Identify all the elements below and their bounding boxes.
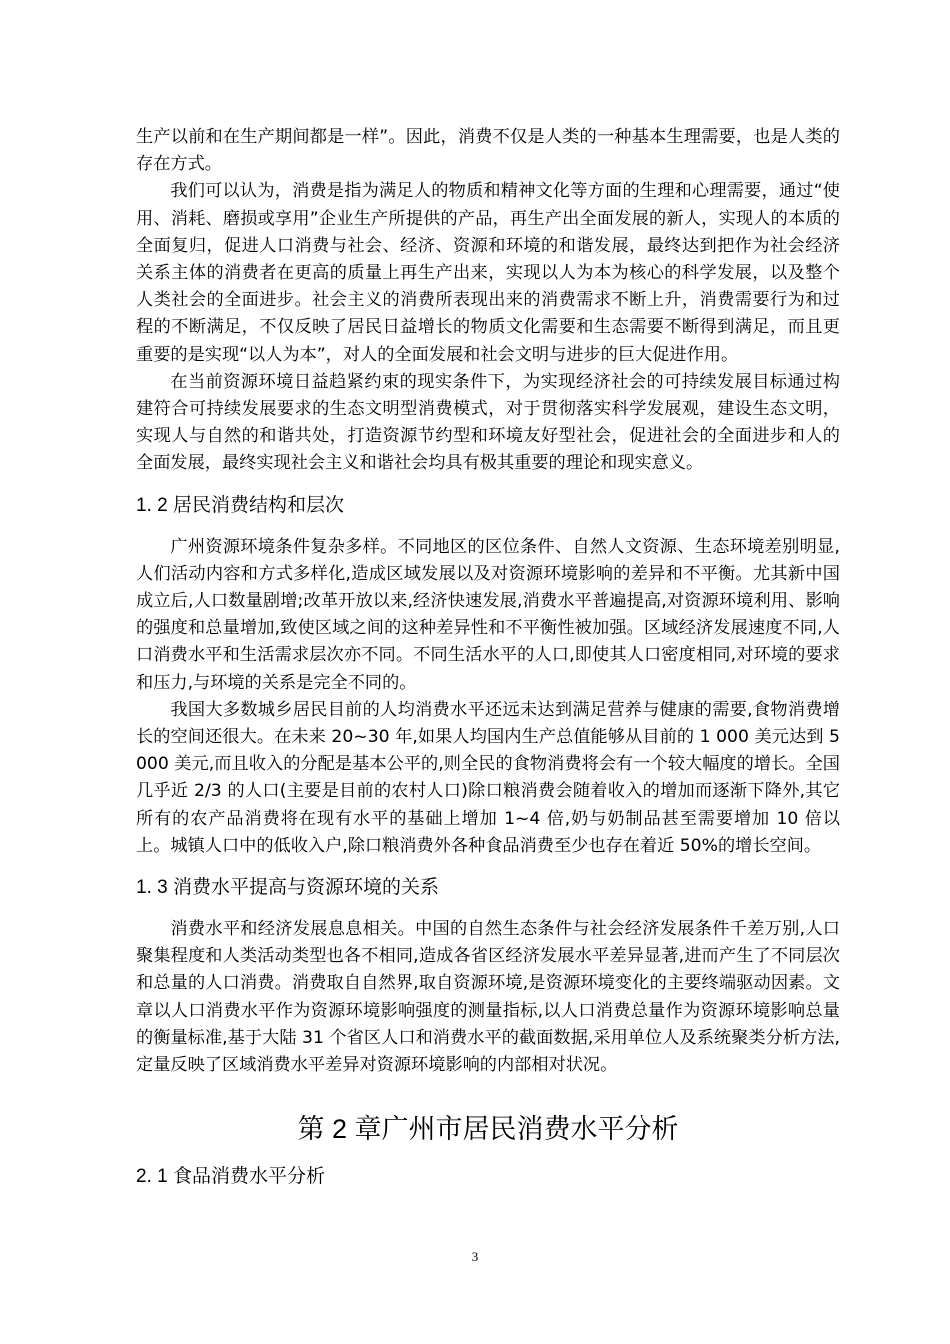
paragraph-continuation: 生产以前和在生产期间都是一样”。因此，消费不仅是人类的一种基本生理需要，也是人类的存在方式。 bbox=[136, 127, 840, 175]
paragraph-food-consumption-growth: 我国大多数城乡居民目前的人均消费水平还远未达到满足营养与健康的需要,食物消费增长的空间还很大。在未来 20~30 年,如果人均国内生产总值能够从目前的 1 000 美元达到 5 000 美元,而且收入的分配是基本公平的,则全民的食物消费将会有一个较大幅度的增长。全国几乎近 2/3 的人口(主要是目前的农村人口)除口粮消费会随着收入的增加而逐渐下降外,其它所有的农产品消费将在现有水平的基础上增加 1~4 倍,奶与奶制品甚至需要增加 10 倍以上。城镇人口中的低收入户,除口粮消费外各种食品消费至少也存在着近 50%的增长空间。 bbox=[136, 699, 840, 856]
paragraph-consumption-environment: 消费水平和经济发展息息相关。中国的自然生态条件与社会经济发展条件千差万别,人口聚集程度和人类活动类型也各不相同,造成各省区经济发展水平差异显著,进而产生了不同层次和总量的人口消费。消费取自自然界,取自资源环境,是资源环境变化的主要终端驱动因素。文章以人口消费水平作为资源环境影响强度的测量指标,以人口消费总量作为资源环境影响总量的衡量标准,基于大陆 31 个省区人口和消费水平的截面数据,采用单位人及系统聚类分析方法,定量反映了区域消费水平差异对资源环境影响的内部相对状况。 bbox=[136, 919, 840, 1076]
section-heading-1-3: 1. 3 消费水平提高与资源环境的关系 bbox=[136, 877, 439, 899]
section-heading-2-1: 2. 1 食品消费水平分析 bbox=[136, 1166, 325, 1188]
page-content bbox=[136, 124, 840, 1205]
paragraph-consumption-definition: 我们可以认为，消费是指为满足人的物质和精神文化等方面的生理和心理需要，通过“使用、消耗、磨损或享用”企业生产所提供的产品，再生产出全面发展的新人，实现人的本质的全面复归，促进人口消费与社会、经济、资源和环境的和谐发展，最终达到把作为社会经济关系主体的消费者在更高的质量上再生产出来，实现以人为本为核心的科学发展，以及整个人类社会的全面进步。社会主义的消费所表现出来的消费需求不断上升，消费需要行为和过程的不断满足，不仅反映了居民日益增长的物质文化需要和生态需要不断得到满足，而且更重要的是实现“以人为本”，对人的全面发展和社会文明与进步的巨大促进作用。 bbox=[136, 181, 840, 365]
section-heading-1-2: 1. 2 居民消费结构和层次 bbox=[136, 494, 344, 516]
chapter-heading-2: 第 2 章广州市居民消费水平分析 bbox=[297, 1114, 679, 1145]
page-number: 3 bbox=[471, 1249, 479, 1264]
paragraph-guangzhou-resources: 广州资源环境条件复杂多样。不同地区的区位条件、自然人文资源、生态环境差别明显,人们活动内容和方式多样化,造成区域发展以及对资源环境影响的差异和不平衡。尤其新中国成立后,人口数量剧增;改革开放以来,经济快速发展,消费水平普遍提高,对资源环境利用、影响的强度和总量增加,致使区域之间的这种差异性和不平衡性被加强。区域经济发展速度不同,人口消费水平和生活需求层次亦不同。不同生活水平的人口,即使其人口密度相同,对环境的要求和压力,与环境的关系是完全不同的。 bbox=[136, 536, 840, 693]
paragraph-ecological-consumption: 在当前资源环境日益趋紧约束的现实条件下，为实现经济社会的可持续发展目标通过构建符合可持续发展要求的生态文明型消费模式，对于贯彻落实科学发展观，建设生态文明，实现人与自然的和谐共处，打造资源节约型和环境友好型社会，促进社会的全面进步和人的全面发展，最终实现社会主义和谐社会均具有极其重要的理论和现实意义。 bbox=[136, 371, 840, 474]
